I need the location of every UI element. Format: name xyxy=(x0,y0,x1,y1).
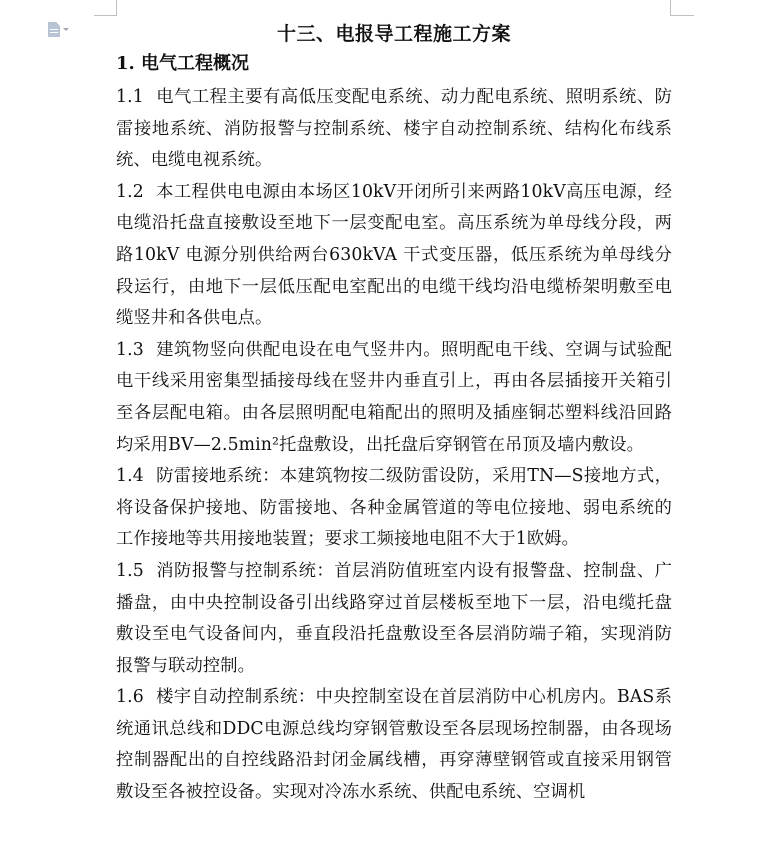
paragraph-number: 1.6 xyxy=(116,687,144,708)
document-body xyxy=(116,20,672,809)
paragraph xyxy=(116,82,672,177)
paragraph-number: 1.1 xyxy=(116,87,144,107)
crop-mark xyxy=(670,15,694,16)
document-menu-icon[interactable] xyxy=(48,22,69,37)
paragraph xyxy=(116,682,672,808)
paragraph-text: 电气工程主要有高低压变配电系统、动力配电系统、照明系统、防雷接地系统、消防报警与控制系统、楼宇自动控制系统、结构化布线系统、电缆电视系统。 xyxy=(116,87,672,171)
paragraph-number: 1.2 xyxy=(116,181,144,202)
paragraph-number: 1.3 xyxy=(116,339,144,360)
paragraph-text: 楼宇自动控制系统：中央控制室设在首层消防中心机房内。BAS系统通讯总线和DDC电源总线均穿钢管敷设至各层现场控制器，由各现场控制器配出的自控线路沿封闭金属线槽，再穿薄壁钢管或直接采用钢管敷设至各被控设备。实现对冷冻水系统、供配电系统、空调机 xyxy=(116,687,672,803)
paragraph xyxy=(116,335,672,461)
chevron-down-icon xyxy=(63,28,69,31)
paragraph-number: 1.5 xyxy=(116,560,144,581)
section-heading: 1. 电气工程概况 xyxy=(116,53,250,74)
page-title: 十三、电报导工程施工方案 xyxy=(276,23,511,45)
crop-mark xyxy=(670,0,671,16)
paragraph xyxy=(116,461,672,556)
paragraph-text: 本工程供电电源由本场区10kV开闭所引来两路10kV高压电源，经电缆沿托盘直接敷设至地下一层变配电室。高压系统为单母线分段，两路10kV 电源分别供给两台630kVA 干式变压器，低压系统为单母线分段运行，由地下一层低压配电室配出的电缆干线均沿电缆桥架明敷至电缆竖井和各供电点。 xyxy=(116,181,672,329)
paragraph-text: 建筑物竖向供配电设在电气竖井内。照明配电干线、空调与试验配电干线采用密集型插接母线在竖井内垂直引上，再由各层插接开关箱引至各层配电箱。由各层照明配电箱配出的照明及插座铜芯塑料线沿回路均采用BV—2.5min²托盘敷设，出托盘后穿钢管在吊顶及墙内敷设。 xyxy=(116,339,672,455)
paragraph xyxy=(116,177,672,335)
paragraph-text: 消防报警与控制系统：首层消防值班室内设有报警盘、控制盘、广播盘，由中央控制设备引出线路穿过首层楼板至地下一层，沿电缆托盘敷设至电气设备间内，垂直段沿托盘敷设至各层消防端子箱，实现消防报警与联动控制。 xyxy=(116,560,672,676)
paragraph-number: 1.4 xyxy=(116,466,144,487)
document-icon xyxy=(48,22,60,37)
crop-mark xyxy=(116,0,117,16)
paragraph xyxy=(116,556,672,682)
paragraph-text: 防雷接地系统：本建筑物按二级防雷设防，采用TN—S接地方式，将设备保护接地、防雷接地、各种金属管道的等电位接地、弱电系统的工作接地等共用接地装置；要求工频接地电阻不大于1欧姆。 xyxy=(116,466,672,550)
crop-mark xyxy=(94,15,117,16)
